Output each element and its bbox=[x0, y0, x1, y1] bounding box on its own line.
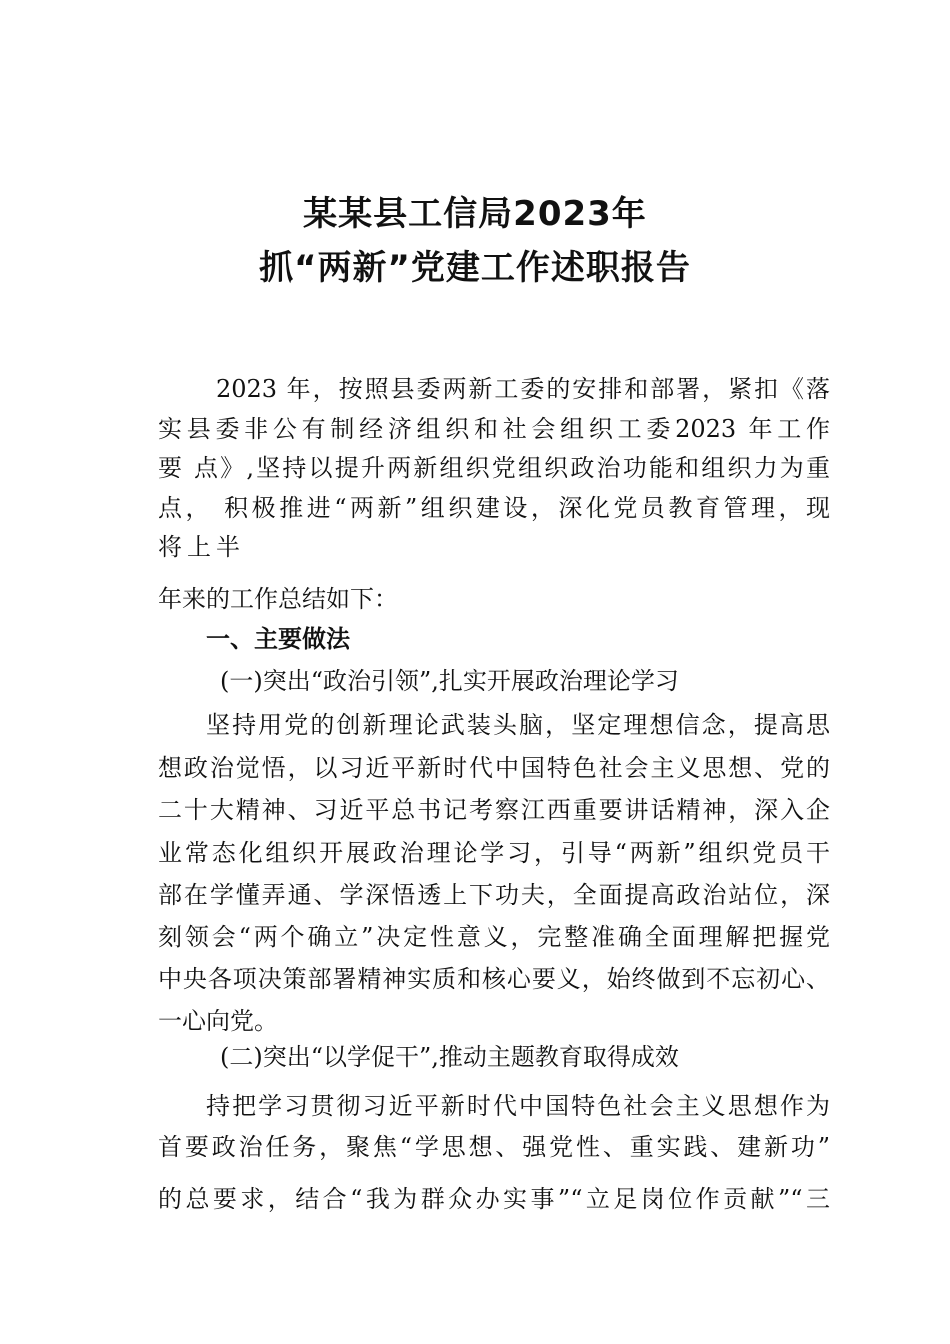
sub1-body-line-2: 想政治觉悟，以习近平新时代中国特色社会主义思想、党的 bbox=[158, 754, 830, 782]
sub1-body-line-6: 刻领会“两个确立”决定性意义，完整准确全面理解把握党 bbox=[158, 923, 830, 951]
subsection-heading-1: (一)突出“政治引领”,扎实开展政治理论学习 bbox=[220, 667, 679, 695]
sub1-body-line-8: 一心向党。 bbox=[158, 1007, 278, 1035]
intro-line-3: 要 点》,坚持以提升两新组织党组织政治功能和组织力为重 bbox=[158, 454, 830, 482]
sub2-body-line-1: 持把学习贯彻习近平新时代中国特色社会主义思想作为 bbox=[206, 1092, 830, 1120]
title-line-1: 某某县工信局2023年 bbox=[303, 194, 647, 234]
subsection-heading-2: (二)突出“以学促干”,推动主题教育取得成效 bbox=[220, 1043, 679, 1071]
sub2-body-line-3: 的总要求，结合“我为群众办实事”“立足岗位作贡献”“三 bbox=[158, 1185, 830, 1213]
sub1-body-line-3: 二十大精神、习近平总书记考察江西重要讲话精神，深入企 bbox=[158, 796, 830, 824]
intro-line-2: 实县委非公有制经济组织和社会组织工委2023 年工作 bbox=[158, 415, 830, 443]
sub1-body-line-7: 中央各项决策部署精神实质和核心要义，始终做到不忘初心、 bbox=[158, 965, 830, 993]
intro-line-6: 年来的工作总结如下： bbox=[158, 585, 398, 613]
intro-line-4: 点， 积极推进“两新”组织建设，深化党员教育管理，现 bbox=[158, 494, 830, 522]
intro-line-5: 将上半 bbox=[158, 533, 245, 561]
sub1-body-line-5: 部在学懂弄通、学深悟透上下功夫，全面提高政治站位，深 bbox=[158, 881, 830, 909]
title-line-2: 抓“两新”党建工作述职报告 bbox=[259, 248, 691, 288]
intro-line-1: 2023 年，按照县委两新工委的安排和部署，紧扣《落 bbox=[216, 375, 830, 403]
sub1-body-line-4: 业常态化组织开展政治理论学习，引导“两新”组织党员干 bbox=[158, 839, 830, 867]
sub1-body-line-1: 坚持用党的创新理论武装头脑，坚定理想信念，提高思 bbox=[206, 711, 830, 739]
section-heading-main-practices: 一、主要做法 bbox=[206, 625, 350, 653]
sub2-body-line-2: 首要政治任务，聚焦“学思想、强党性、重实践、建新功” bbox=[158, 1133, 830, 1161]
